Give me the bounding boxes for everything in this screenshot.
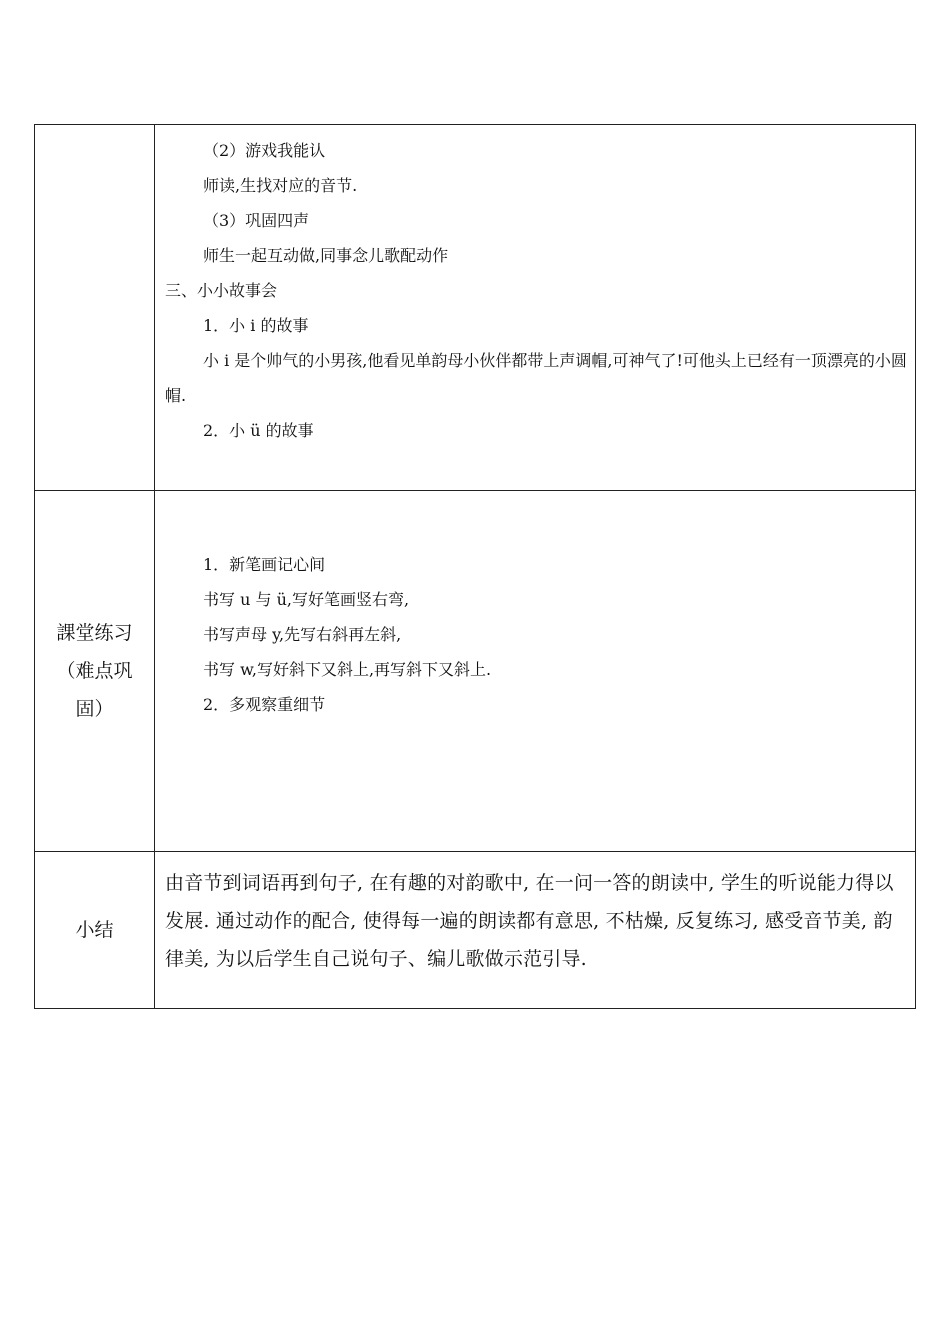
write-y-text: 书写声母 y,先写右斜再左斜, bbox=[203, 625, 402, 644]
consolidate-tones-text: 师生一起互动做,同事念儿歌配动作 bbox=[203, 246, 449, 265]
table-row-summary bbox=[35, 852, 916, 1009]
story-u-heading: 2．小 ü 的故事 bbox=[203, 421, 314, 440]
practice-content-cell bbox=[155, 491, 916, 852]
write-u-text: 书写 u 与 ü,写好笔画竖右弯, bbox=[203, 590, 410, 609]
consolidate-tones-heading: （3）巩固四声 bbox=[203, 211, 310, 230]
summary-label: 小结 bbox=[35, 852, 155, 1009]
game-recognize-text: 师读,生找对应的音节. bbox=[203, 176, 358, 195]
row-label-empty bbox=[35, 125, 155, 491]
story-i-heading: 1．小 i 的故事 bbox=[203, 316, 309, 335]
table-row-practice bbox=[35, 491, 916, 852]
summary-content-cell bbox=[155, 852, 916, 1009]
story-i-text: 小 i 是个帅气的小男孩,他看见单韵母小伙伴都带上声调帽,可神气了!可他头上已经有一顶漂亮的小圆帽. bbox=[165, 351, 907, 405]
activities-content-cell bbox=[155, 125, 916, 491]
write-w-text: 书写 w,写好斜下又斜上,再写斜下又斜上. bbox=[203, 660, 492, 679]
practice-label-line2: （难点巩 bbox=[56, 660, 133, 682]
lesson-plan-table bbox=[34, 124, 916, 1009]
table-row-activities bbox=[35, 125, 916, 491]
practice-label-line1: 課堂练习 bbox=[56, 622, 133, 644]
practice-label-line3: 固） bbox=[75, 698, 114, 720]
new-strokes-heading: 1．新笔画记心间 bbox=[203, 555, 326, 574]
game-recognize-heading: （2）游戏我能认 bbox=[203, 141, 326, 160]
story-section-heading: 三、小小故事会 bbox=[165, 281, 278, 300]
observe-details-heading: 2．多观察重细节 bbox=[203, 695, 326, 714]
practice-label-cell bbox=[35, 491, 155, 852]
summary-text: 由音节到词语再到句子, 在有趣的对韵歌中, 在一问一答的朗读中, 学生的听说能力得以发展. 通过动作的配合, 使得每一遍的朗读都有意思, 不枯燥, 反复练习, 感受音节美, 韵律美, 为以后学生自己说句子、编儿歌做示范引导. bbox=[165, 872, 894, 970]
